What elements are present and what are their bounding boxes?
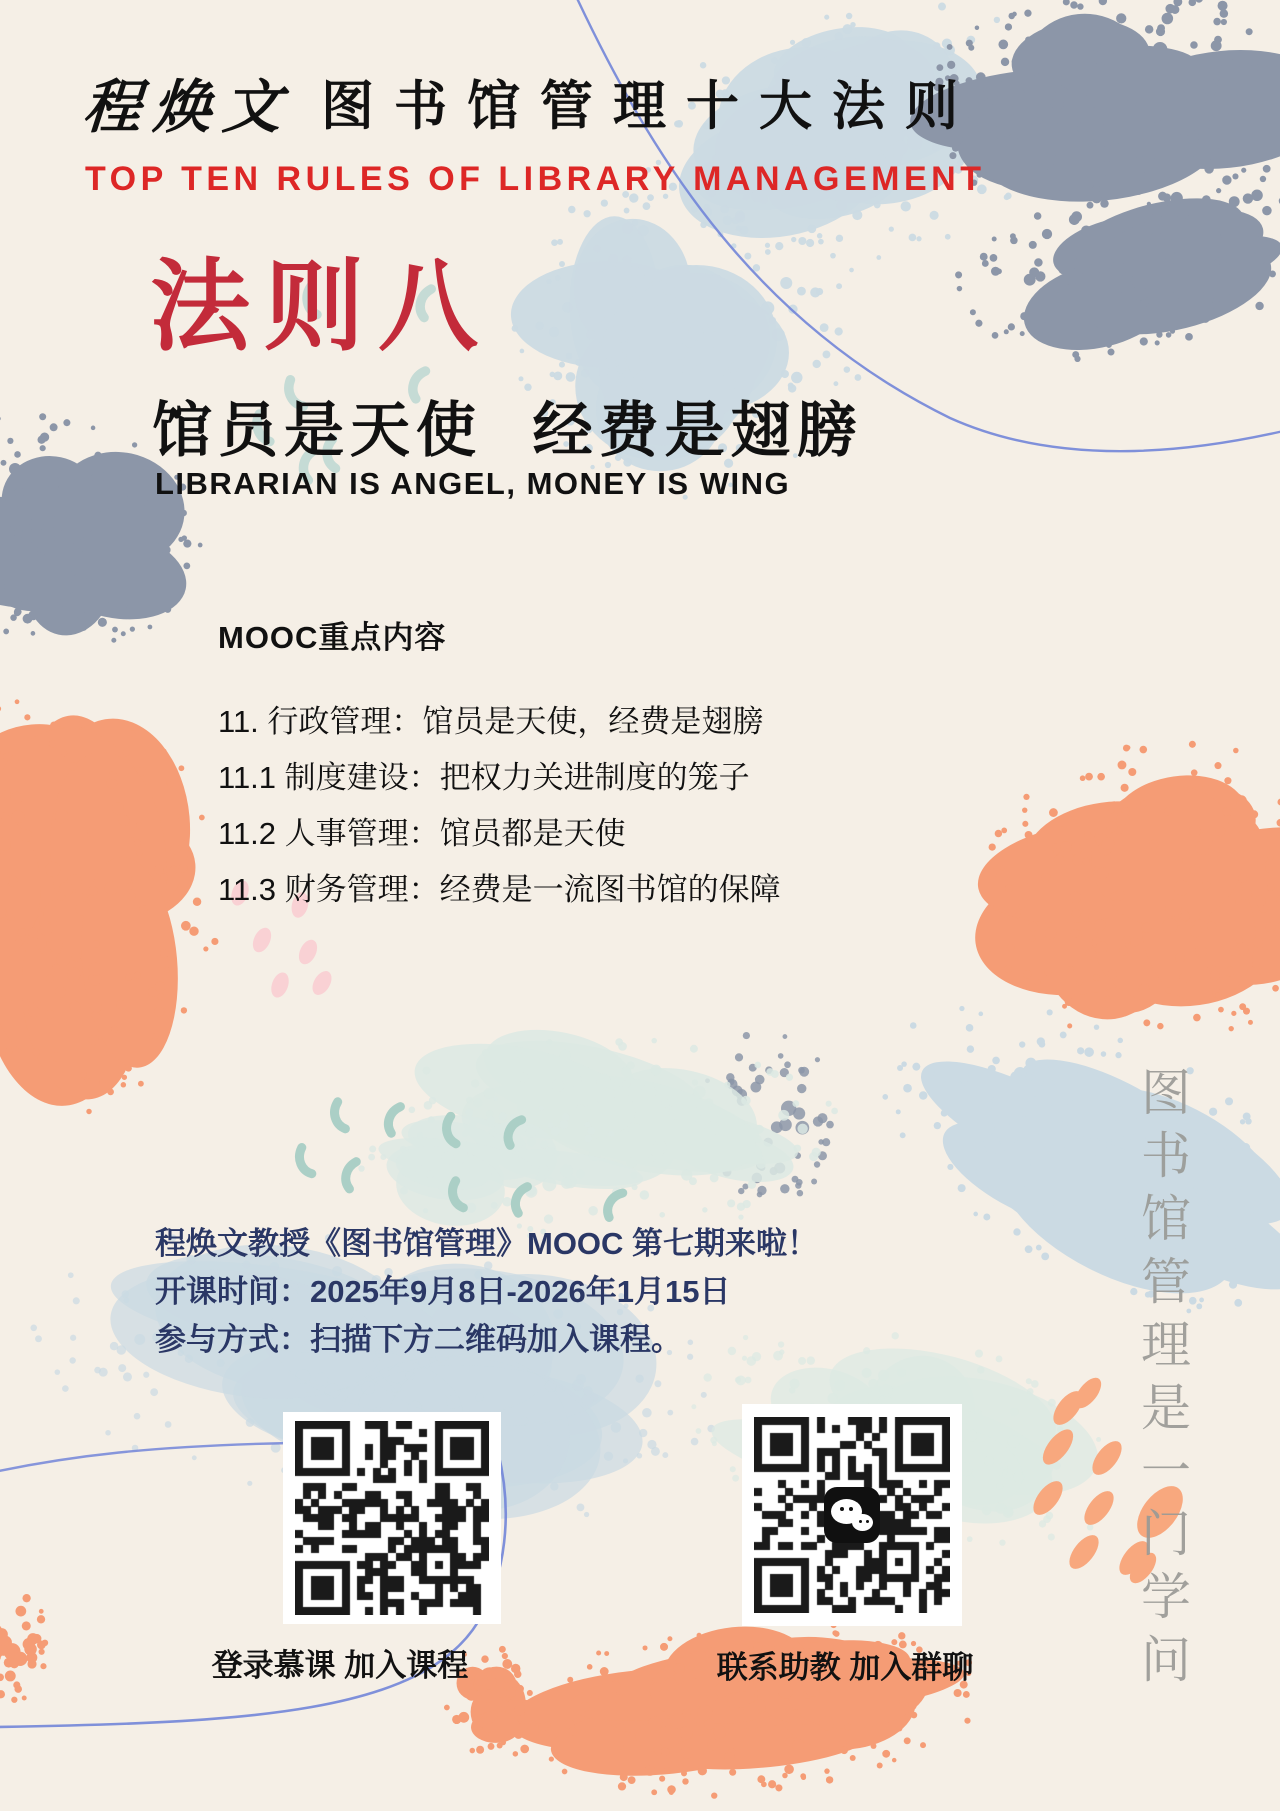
qr-card-mooc <box>283 1412 501 1624</box>
blue-curve-bottom-left <box>0 1443 290 1472</box>
announcement-line: 程焕文教授《图书馆管理》MOOC 第七期来啦！ <box>155 1226 819 1261</box>
mooc-item-list <box>218 694 781 918</box>
side-calligraphy: 图书馆管理是一门学问 <box>1133 1066 1191 1696</box>
rule-headline-en: LIBRARIAN IS ANGEL, MONEY IS WING <box>155 466 791 501</box>
wechat-icon <box>824 1487 880 1543</box>
header-subtitle-en: TOP TEN RULES OF LIBRARY MANAGEMENT <box>85 160 986 198</box>
qr-label-wechat: 联系助教 加入群聊 <box>716 1650 974 1685</box>
mooc-item: 11.2 人事管理：馆员都是天使 <box>218 816 626 851</box>
announcement-line: 参与方式：扫描下方二维码加入课程。 <box>155 1322 682 1357</box>
announcement-line: 开课时间：2025年9月8日-2026年1月15日 <box>155 1274 731 1309</box>
rule-headline: 馆员是天使 经费是翅膀 <box>152 397 863 464</box>
header-author: 程焕文 <box>80 73 296 142</box>
mooc-item: 11.3 财务管理：经费是一流图书馆的保障 <box>218 872 781 907</box>
announcement <box>155 1220 818 1364</box>
mooc-item: 11. 行政管理：馆员是天使，经费是翅膀 <box>218 704 764 739</box>
qr-label-mooc: 登录慕课 加入课程 <box>211 1648 469 1683</box>
qr-code-mooc <box>295 1421 489 1615</box>
header <box>80 73 979 142</box>
mooc-item: 11.1 制度建设：把权力关进制度的笼子 <box>218 760 750 795</box>
mooc-heading: MOOC重点内容 <box>218 620 447 655</box>
qr-card-wechat <box>742 1404 962 1626</box>
header-title: 图书馆管理十大法则 <box>321 77 979 136</box>
rule-number: 法则八 <box>150 251 492 363</box>
